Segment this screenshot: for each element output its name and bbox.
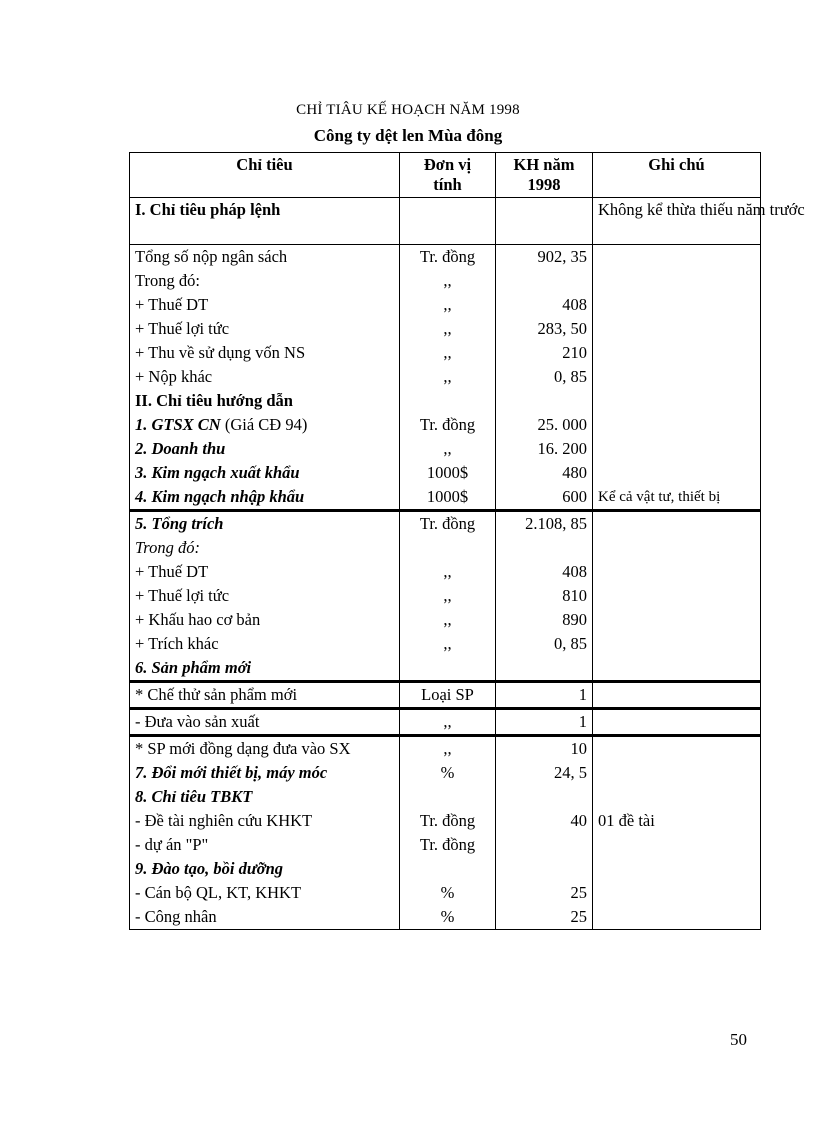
table-row <box>130 809 761 833</box>
row-value: 0, 85 <box>496 365 593 389</box>
row-note <box>593 461 761 485</box>
row-label-rest: (Giá CĐ 94) <box>220 415 308 434</box>
row-value: 1 <box>496 682 593 709</box>
row-note: Không kể thừa thiếu năm trước <box>593 198 761 245</box>
header-plan-1998 <box>496 153 593 198</box>
row-label <box>130 413 400 437</box>
company-name: Công ty dệt len Mùa đông <box>313 126 503 145</box>
table-row <box>130 437 761 461</box>
table-row <box>130 761 761 785</box>
row-label: - Công nhân <box>130 905 400 930</box>
row-note <box>593 709 761 736</box>
row-unit: ,, <box>400 736 496 762</box>
row-value: 25 <box>496 881 593 905</box>
row-label: + Thuế DT <box>130 293 400 317</box>
row-value: 408 <box>496 560 593 584</box>
table-row <box>130 511 761 537</box>
row-value: 480 <box>496 461 593 485</box>
row-value: 600 <box>496 485 593 511</box>
row-note <box>593 857 761 881</box>
page-number: 50 <box>730 1030 747 1049</box>
row-value: 283, 50 <box>496 317 593 341</box>
row-value <box>496 269 593 293</box>
table-row <box>130 485 761 511</box>
row-label: 3. Kim ngạch xuất khẩu <box>130 461 400 485</box>
row-label: + Thuế lợi tức <box>130 584 400 608</box>
row-unit: Loại SP <box>400 682 496 709</box>
row-label: * SP mới đồng dạng đưa vào SX <box>130 736 400 762</box>
row-label: 5. Tổng trích <box>130 511 400 537</box>
row-note <box>593 341 761 365</box>
row-unit: ,, <box>400 709 496 736</box>
table-row <box>130 269 761 293</box>
row-unit: ,, <box>400 560 496 584</box>
table-row <box>130 536 761 560</box>
row-value: 902, 35 <box>496 245 593 270</box>
row-unit: % <box>400 761 496 785</box>
table-row <box>130 461 761 485</box>
row-label: 2. Doanh thu <box>130 437 400 461</box>
row-label: - dự án "P" <box>130 833 400 857</box>
header-unit-line2: tính <box>433 175 462 194</box>
row-note <box>593 293 761 317</box>
table-row <box>130 881 761 905</box>
row-label: + Thuế DT <box>130 560 400 584</box>
table-row <box>130 341 761 365</box>
row-note <box>593 905 761 930</box>
row-note: 01 đề tài <box>593 809 761 833</box>
row-value: 810 <box>496 584 593 608</box>
row-label: I. Chỉ tiêu pháp lệnh <box>130 198 400 245</box>
row-value <box>496 857 593 881</box>
row-unit: ,, <box>400 437 496 461</box>
row-note <box>593 736 761 762</box>
table-row <box>130 656 761 682</box>
row-value: 1 <box>496 709 593 736</box>
row-label: + Trích khác <box>130 632 400 656</box>
row-note <box>593 584 761 608</box>
row-label: Tổng số nộp ngân sách <box>130 245 400 270</box>
table-row <box>130 198 761 245</box>
row-value: 25 <box>496 905 593 930</box>
row-value: 16. 200 <box>496 437 593 461</box>
header-indicator: Chỉ tiêu <box>130 153 400 198</box>
header-plan-line2: 1998 <box>527 175 561 194</box>
table-row <box>130 584 761 608</box>
row-value <box>496 198 593 245</box>
table-row <box>130 293 761 317</box>
row-value: 0, 85 <box>496 632 593 656</box>
row-unit: % <box>400 881 496 905</box>
row-value: 408 <box>496 293 593 317</box>
header-plan-line1: KH năm <box>513 155 575 174</box>
row-label: 8. Chỉ tiêu TBKT <box>130 785 400 809</box>
row-unit: ,, <box>400 365 496 389</box>
row-note <box>593 761 761 785</box>
header-note: Ghi chú <box>593 153 761 198</box>
row-value <box>496 785 593 809</box>
row-note <box>593 632 761 656</box>
row-unit <box>400 198 496 245</box>
row-unit <box>400 857 496 881</box>
row-unit: ,, <box>400 608 496 632</box>
row-label: + Khấu hao cơ bản <box>130 608 400 632</box>
row-label: Trong đó: <box>130 536 400 560</box>
row-note <box>593 511 761 537</box>
table-row <box>130 709 761 736</box>
row-label: - Cán bộ QL, KT, KHKT <box>130 881 400 905</box>
table-row <box>130 560 761 584</box>
row-note <box>593 536 761 560</box>
table-row <box>130 682 761 709</box>
row-note <box>593 389 761 413</box>
row-value: 890 <box>496 608 593 632</box>
table-row <box>130 736 761 762</box>
row-note <box>593 608 761 632</box>
row-label: - Đề tài nghiên cứu KHKT <box>130 809 400 833</box>
row-label: + Nộp khác <box>130 365 400 389</box>
row-unit: ,, <box>400 632 496 656</box>
header-unit-line1: Đơn vị <box>423 155 472 174</box>
row-label: II. Chỉ tiêu hướng dẫn <box>130 389 400 413</box>
row-unit: ,, <box>400 317 496 341</box>
row-unit: Tr. đồng <box>400 413 496 437</box>
table-row <box>130 317 761 341</box>
row-unit: Tr. đồng <box>400 245 496 270</box>
row-value <box>496 656 593 682</box>
table-row <box>130 857 761 881</box>
row-note <box>593 785 761 809</box>
row-unit: ,, <box>400 269 496 293</box>
row-label: 9. Đào tạo, bồi dưỡng <box>130 857 400 881</box>
row-value <box>496 833 593 857</box>
table-row <box>130 245 761 270</box>
row-label: * Chế thử sản phẩm mới <box>130 682 400 709</box>
row-note <box>593 560 761 584</box>
row-unit: ,, <box>400 341 496 365</box>
row-label: 4. Kim ngạch nhập khẩu <box>130 485 400 511</box>
row-value: 40 <box>496 809 593 833</box>
plan-table <box>129 152 805 930</box>
row-unit: % <box>400 905 496 930</box>
row-value: 10 <box>496 736 593 762</box>
header-unit <box>400 153 496 198</box>
row-note <box>593 833 761 857</box>
row-unit: Tr. đồng <box>400 511 496 537</box>
row-note <box>593 317 761 341</box>
row-note <box>593 365 761 389</box>
table-row <box>130 365 761 389</box>
row-unit <box>400 389 496 413</box>
row-note <box>593 413 761 437</box>
row-label: Trong đó: <box>130 269 400 293</box>
row-note <box>593 245 761 270</box>
table-row <box>130 389 761 413</box>
row-unit: ,, <box>400 293 496 317</box>
row-unit <box>400 656 496 682</box>
row-value <box>496 536 593 560</box>
table-row <box>130 785 761 809</box>
row-unit: 1000$ <box>400 461 496 485</box>
row-unit: 1000$ <box>400 485 496 511</box>
row-label: 6. Sản phẩm mới <box>130 656 400 682</box>
row-unit: Tr. đồng <box>400 809 496 833</box>
row-value: 210 <box>496 341 593 365</box>
row-label: + Thuế lợi tức <box>130 317 400 341</box>
row-note <box>593 656 761 682</box>
table-row <box>130 632 761 656</box>
row-note <box>593 269 761 293</box>
document-title: CHỈ TIÂU KẾ HOẠCH NĂM 1998 <box>296 102 520 118</box>
row-unit <box>400 536 496 560</box>
row-value: 24, 5 <box>496 761 593 785</box>
row-note <box>593 682 761 709</box>
table-row <box>130 608 761 632</box>
row-label: - Đưa vào sản xuất <box>130 709 400 736</box>
row-value: 2.108, 85 <box>496 511 593 537</box>
row-unit <box>400 785 496 809</box>
row-note: Kể cả vật tư, thiết bị <box>593 485 761 511</box>
row-label-bold: 1. GTSX CN <box>135 415 221 434</box>
table-row <box>130 905 761 930</box>
row-note <box>593 881 761 905</box>
table-row <box>130 833 761 857</box>
row-unit: ,, <box>400 584 496 608</box>
row-unit: Tr. đồng <box>400 833 496 857</box>
row-value: 25. 000 <box>496 413 593 437</box>
row-label: 7. Đổi mới thiết bị, máy móc <box>130 761 400 785</box>
table-row <box>130 413 761 437</box>
table-header-row <box>130 153 761 198</box>
row-note <box>593 437 761 461</box>
row-value <box>496 389 593 413</box>
row-label: + Thu về sử dụng vốn NS <box>130 341 400 365</box>
